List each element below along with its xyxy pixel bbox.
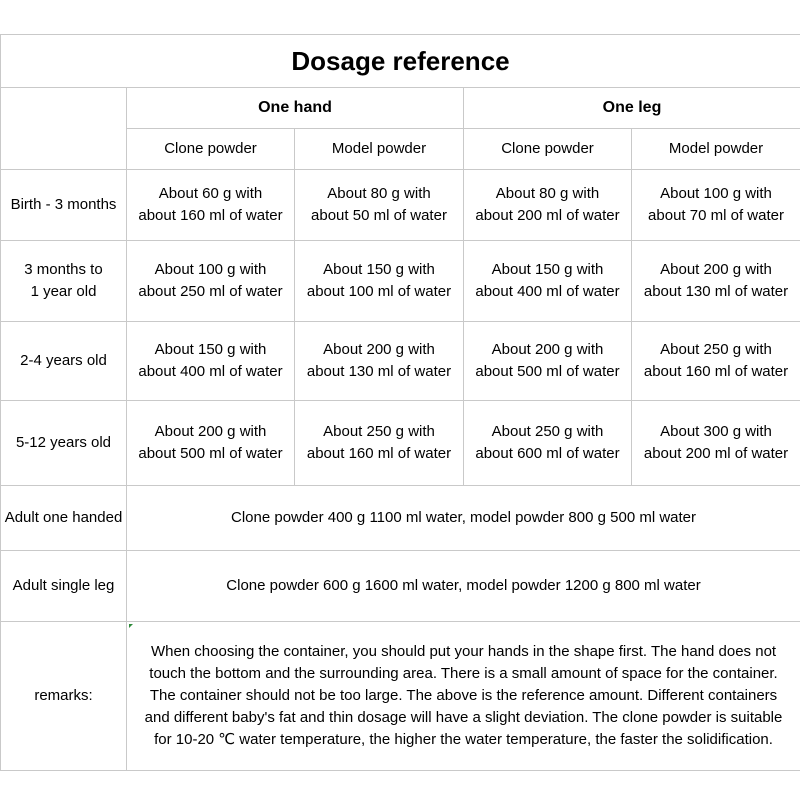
subheader-hand-clone: Clone powder: [127, 129, 295, 170]
table-row: [1, 322, 800, 401]
dosage-cell: About 250 g with about 600 ml of water: [464, 401, 632, 486]
subheader-leg-model: Model powder: [632, 129, 800, 170]
group-header-one-leg: One leg: [464, 88, 800, 129]
subheader-leg-clone: Clone powder: [464, 129, 632, 170]
dosage-cell: About 150 g with about 100 ml of water: [295, 241, 464, 322]
table-row: [1, 486, 800, 551]
dosage-cell: About 200 g with about 500 ml of water: [464, 322, 632, 401]
subheader-hand-model: Model powder: [295, 129, 464, 170]
dosage-table: [0, 34, 800, 771]
dosage-cell: About 250 g with about 160 ml of water: [295, 401, 464, 486]
dosage-cell: About 150 g with about 400 ml of water: [464, 241, 632, 322]
dosage-cell: About 150 g with about 400 ml of water: [127, 322, 295, 401]
remarks-label: remarks:: [1, 622, 127, 771]
age-label: 2-4 years old: [1, 322, 127, 401]
table-row: [1, 622, 800, 771]
group-header-one-hand: One hand: [127, 88, 464, 129]
age-label: 5-12 years old: [1, 401, 127, 486]
remarks-text: When choosing the container, you should put your hands in the shape first. The hand does not touch the bottom and the surrounding area. There is a small amount of space for the container. The container should not be too large. The above is the reference amount. Different containers and different baby's fat and thin dosage will have a slight deviation. The clone powder is suitable for 10-20 ℃ water temperature, the higher the water temperature, the faster the solidification.: [127, 622, 800, 771]
table-row: [1, 170, 800, 241]
age-label: 3 months to 1 year old: [1, 241, 127, 322]
dosage-cell: About 200 g with about 500 ml of water: [127, 401, 295, 486]
table-row: [1, 401, 800, 486]
dosage-cell: About 200 g with about 130 ml of water: [295, 322, 464, 401]
dosage-cell: About 80 g with about 50 ml of water: [295, 170, 464, 241]
table-row: [1, 551, 800, 622]
dosage-cell: About 100 g with about 250 ml of water: [127, 241, 295, 322]
dosage-cell: About 60 g with about 160 ml of water: [127, 170, 295, 241]
dosage-cell: About 300 g with about 200 ml of water: [632, 401, 800, 486]
dosage-cell: About 80 g with about 200 ml of water: [464, 170, 632, 241]
adult-dosage-cell: Clone powder 600 g 1600 ml water, model powder 1200 g 800 ml water: [127, 551, 800, 622]
corner-cell: [1, 88, 127, 170]
adult-label: Adult single leg: [1, 551, 127, 622]
table-title: Dosage reference: [1, 35, 800, 88]
dosage-cell: About 200 g with about 130 ml of water: [632, 241, 800, 322]
cell-marker: [129, 624, 133, 628]
dosage-cell: About 100 g with about 70 ml of water: [632, 170, 800, 241]
adult-dosage-cell: Clone powder 400 g 1100 ml water, model powder 800 g 500 ml water: [127, 486, 800, 551]
age-label: Birth - 3 months: [1, 170, 127, 241]
adult-label: Adult one handed: [1, 486, 127, 551]
table-row: [1, 241, 800, 322]
dosage-cell: About 250 g with about 160 ml of water: [632, 322, 800, 401]
